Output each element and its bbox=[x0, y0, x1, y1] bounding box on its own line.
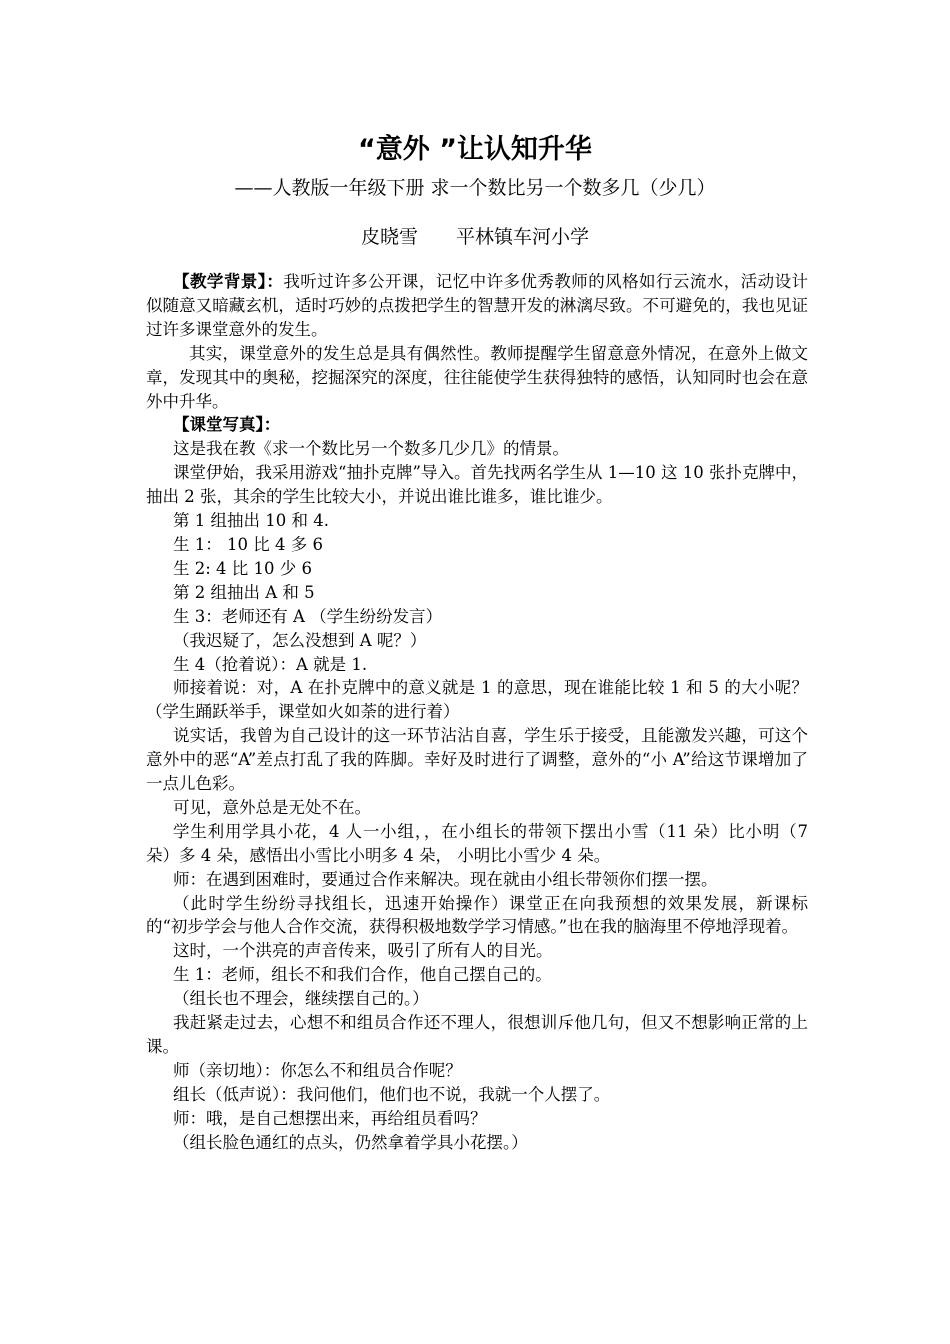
paragraph: 我赶紧走过去，心想不和组员合作还不理人，很想训斥他几句，但又不想影响正常的上课。 bbox=[146, 1013, 808, 1056]
paragraph: 生 2: 4 比 10 少 6 bbox=[173, 558, 313, 578]
author-school: 平林镇车河小学 bbox=[456, 226, 590, 248]
paragraph: （组长也不理会，继续摆自己的。） bbox=[173, 989, 429, 1009]
paragraph-classroom-heading bbox=[146, 413, 808, 437]
paragraph-text: 我听过许多公开课，记忆中许多优秀教师的风格如行云流水，活动设计似随意又暗藏玄机，适时巧妙的点拨把学生的智慧开发的淋漓尽致。不可避免的，我也见证过许多课堂意外的发生。 bbox=[146, 272, 809, 339]
paragraph: 这时，一个洪亮的声音传来，吸引了所有人的目光。 bbox=[173, 941, 553, 961]
document-body bbox=[146, 270, 808, 1155]
paragraph: 其实，课堂意外的发生总是具有偶然性。教师提醒学生留意意外情况，在意外上做文章，发现其中的奥秘，挖掘深究的深度，往往能使学生获得独特的感悟，认知同时也会在意外中升华。 bbox=[146, 343, 808, 411]
paragraph: 师接着说：对，A 在扑克牌中的意义就是 1 的意思，现在谁能比较 1 和 5 的大小呢？（学生踊跃举手，课堂如火如荼的进行着） bbox=[146, 678, 808, 722]
paragraph: 第 1 组抽出 10 和 4. bbox=[173, 511, 329, 531]
paragraph: 师（亲切地）：你怎么不和组员合作呢？ bbox=[173, 1060, 462, 1080]
paragraph: （我迟疑了，怎么没想到 A 呢？） bbox=[173, 630, 427, 650]
paragraph: 学生利用学具小花，4 人一小组，，在小组长的带领下摆出小雪（11 朵）比小明（7 朵）多 4 朵，感悟出小雪比小明多 4 朵， 小明比小雪少 4 朵。 bbox=[146, 821, 808, 865]
paragraph: 组长（低声说）：我问他们，他们也不说，我就一个人摆了。 bbox=[173, 1084, 611, 1104]
paragraph: （此时学生纷纷寻找组长，迅速开始操作）课堂正在向我预想的效果发展，新课标的“初步学会与他人合作交流，获得积极地数学学习情感。”也在我的脑海里不停地浮现着。 bbox=[146, 893, 808, 937]
paragraph: 第 2 组抽出 A 和 5 bbox=[173, 582, 315, 602]
section-label-background: 【教学背景】： bbox=[173, 272, 284, 291]
paragraph: 这是我在教《求一个数比另一个数多几少几》的情景。 bbox=[173, 439, 569, 459]
paragraph: 课堂伊始，我采用游戏“抽扑克牌”导入。首先找两名学生从 1—10 这 10 张扑克牌中，抽出 2 张，其余的学生比较大小，并说出谁比谁多，谁比谁少。 bbox=[146, 463, 808, 507]
section-label-classroom: 【课堂写真】： bbox=[173, 415, 281, 435]
paragraph: 师：在遇到困难时，要通过合作来解决。现在就由小组长带领你们摆一摆。 bbox=[173, 869, 718, 889]
document-title: “意外 ”让认知升华 bbox=[358, 134, 592, 165]
author-name: 皮晓雪 bbox=[360, 226, 418, 248]
paragraph: 生 3：老师还有 A （学生纷纷发言） bbox=[173, 606, 443, 626]
document-subtitle: ——人教版一年级下册 求一个数比另一个数多几（少几） bbox=[234, 177, 716, 199]
paragraph: （组长脸色通红的点头，仍然拿着学具小花摆。） bbox=[173, 1132, 528, 1152]
paragraph: 生 1： 10 比 4 多 6 bbox=[173, 534, 323, 554]
paragraph: 说实话，我曾为自己设计的这一环节沾沾自喜，学生乐于接受，且能激发兴趣，可这个意外中的恶“A”差点打乱了我的阵脚。幸好及时进行了调整，意外的“小 A”给这节课增加了一点儿色彩。 bbox=[146, 726, 808, 794]
paragraph: 师：哦，是自己想摆出来，再给组员看吗？ bbox=[173, 1108, 487, 1128]
paragraph-background bbox=[146, 270, 808, 342]
paragraph: 可见，意外总是无处不在。 bbox=[173, 797, 371, 817]
paragraph: 生 1：老师，组长不和我们合作，他自己摆自己的。 bbox=[173, 965, 552, 985]
paragraph: 生 4（抢着说）：A 就是 1. bbox=[173, 654, 368, 674]
author-line bbox=[0, 222, 950, 252]
